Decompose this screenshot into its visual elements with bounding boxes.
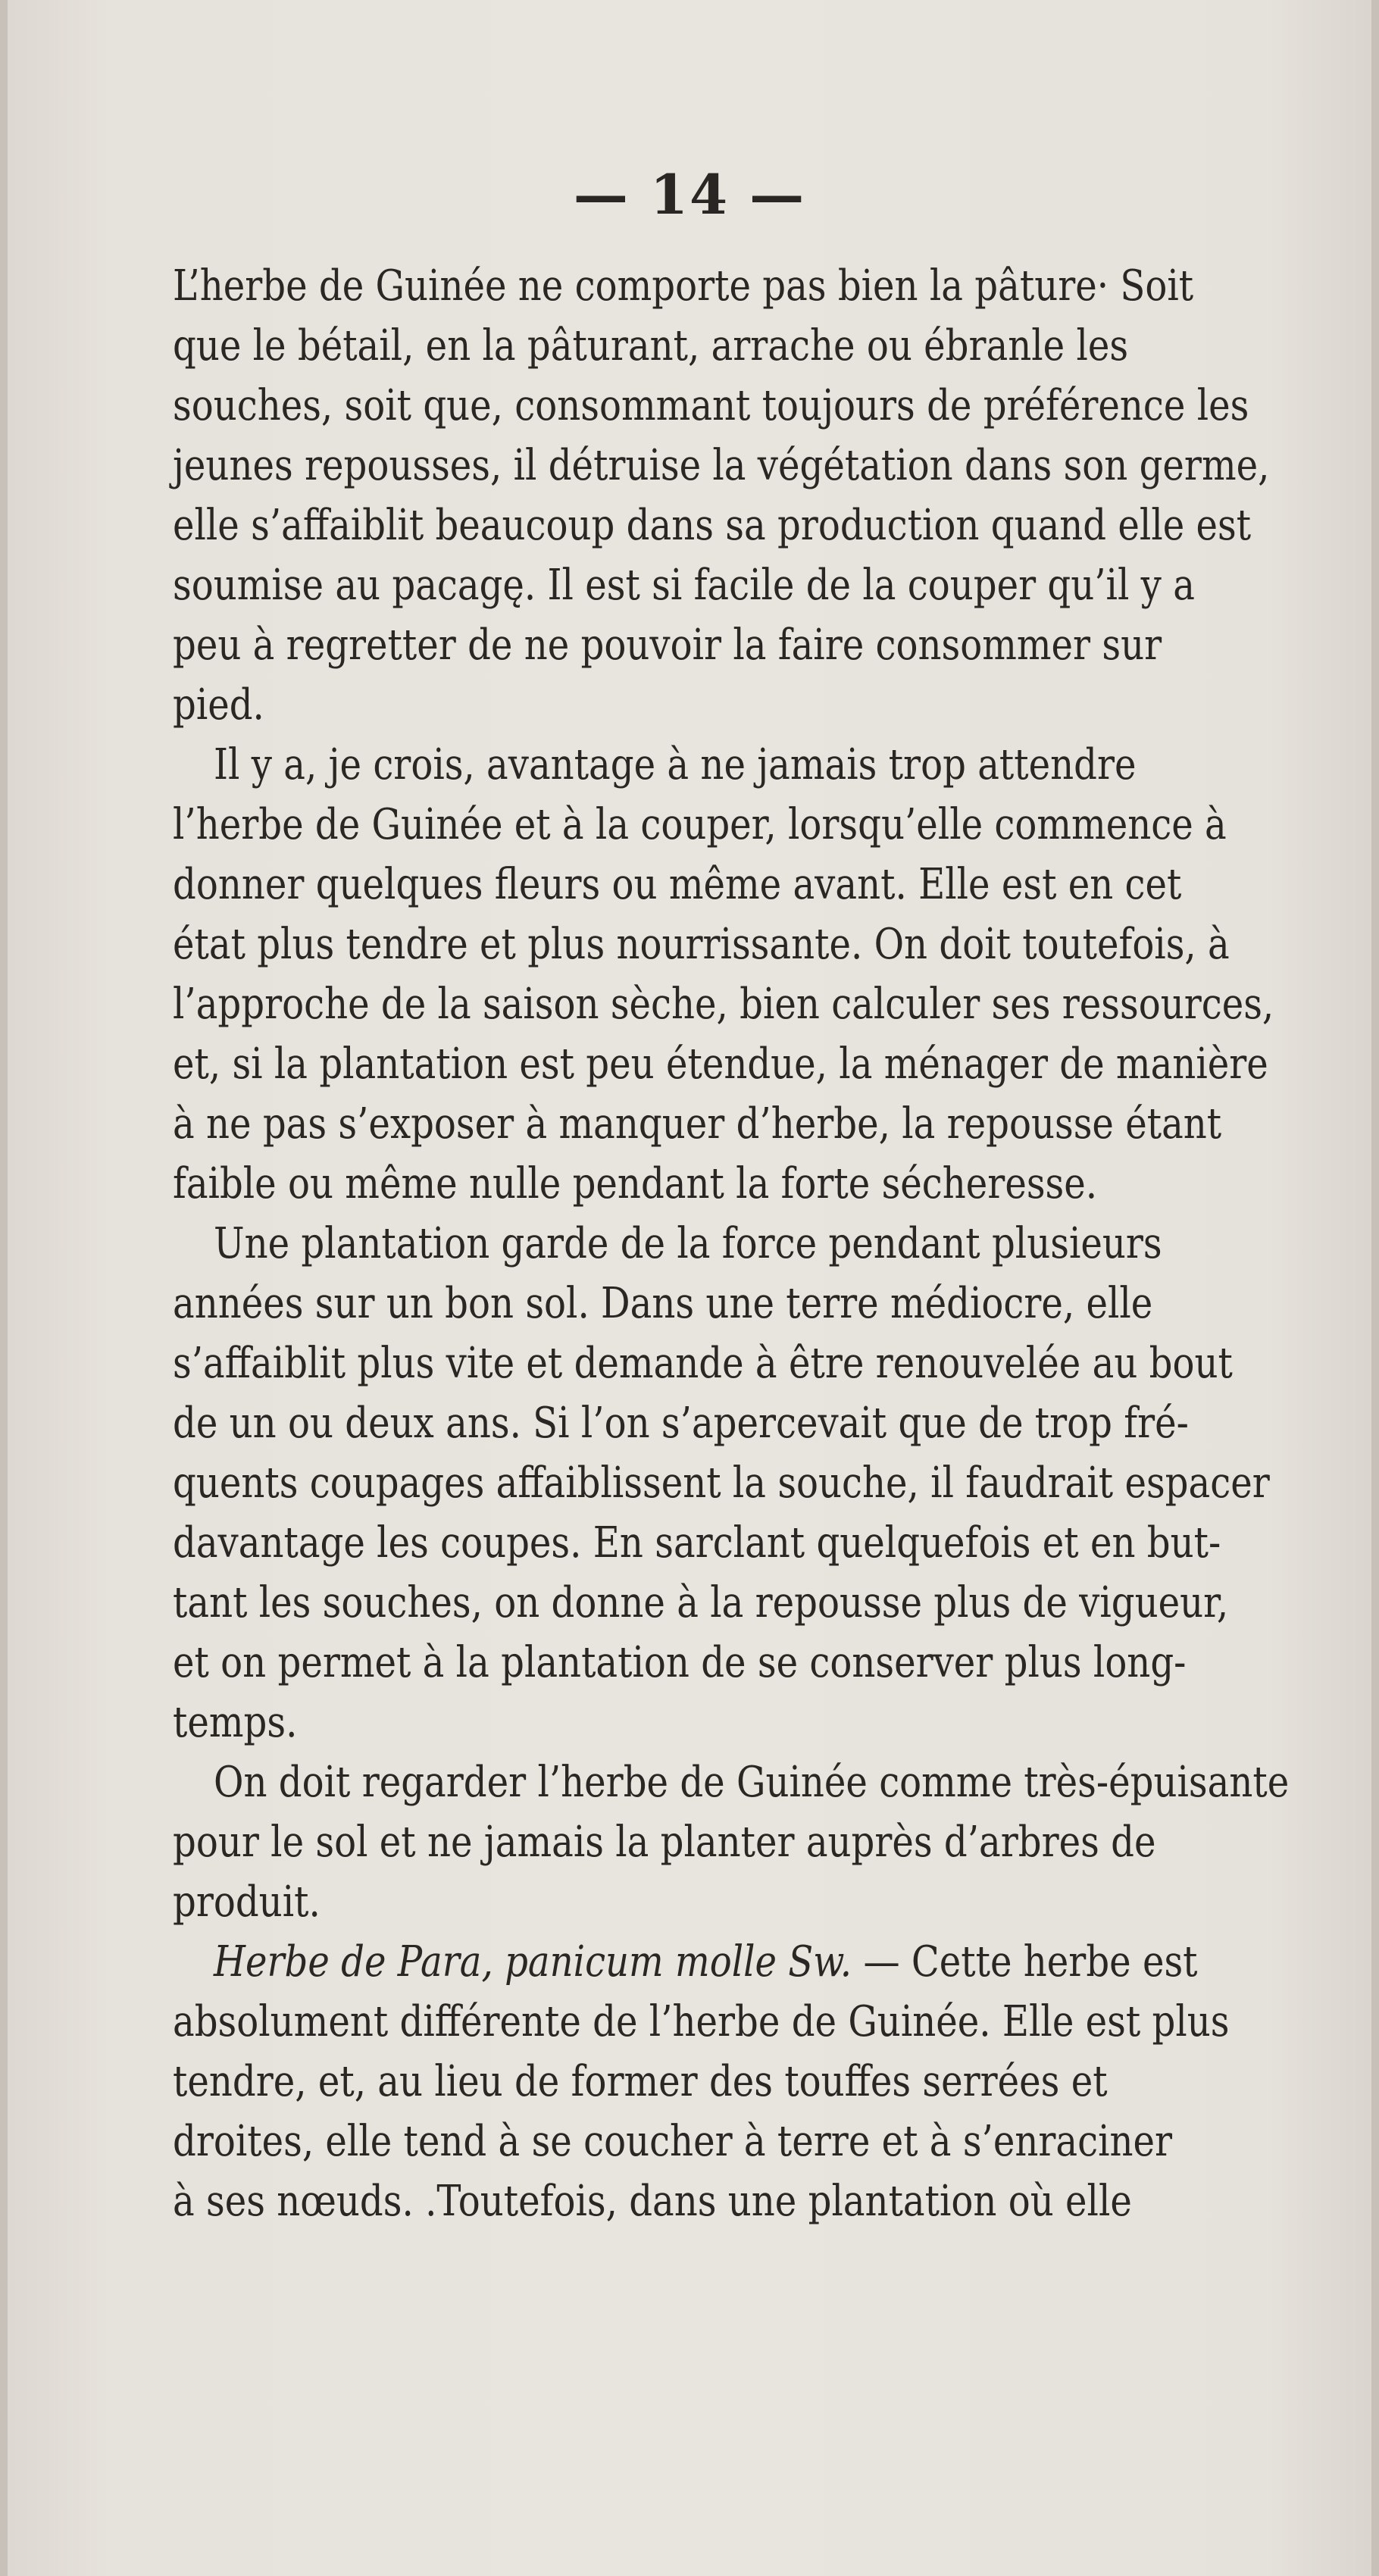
text-line: peu à regretter de ne pouvoir la faire consommer sur (173, 621, 1162, 670)
text-line: l’approche de la saison sèche, bien calculer ses ressources, (173, 980, 1274, 1029)
page-number: — 14 — (573, 162, 806, 227)
text-line: faible ou même nulle pendant la forte sécheresse. (173, 1159, 1098, 1208)
text-line: tant les souches, on donne à la repousse plus de vigueur, (173, 1578, 1229, 1627)
text-line: l’herbe de Guinée et à la couper, lorsqu’elle commence à (173, 800, 1227, 849)
text-line: s’affaiblit plus vite et demande à être renouvelée au bout (173, 1339, 1233, 1388)
text-line: L’herbe de Guinée ne comporte pas bien la pâture· Soit (173, 261, 1194, 311)
text-line: Il y a, je crois, avantage à ne jamais trop attendre (214, 740, 1137, 789)
text-line: droites, elle tend à se coucher à terre et à s’enraciner (173, 2117, 1173, 2166)
text-line-with-term (214, 1932, 1198, 1992)
text-line: On doit regarder l’herbe de Guinée comme très-épuisante (214, 1758, 1290, 1807)
text-line: elle s’affaiblit beaucoup dans sa production quand elle est (173, 501, 1252, 550)
species-term: Herbe de Para, panicum molle Sw. (214, 1937, 852, 1987)
text-line: temps. (173, 1698, 298, 1747)
text-line: pour le sol et ne jamais la planter auprès d’arbres de (173, 1818, 1156, 1867)
text-line: produit. (173, 1877, 321, 1927)
text-line: de un ou deux ans. Si l’on s’apercevait que de trop fré- (173, 1399, 1189, 1448)
text-line: absolument différente de l’herbe de Guinée. Elle est plus (173, 1997, 1230, 2046)
text-line: et on permet à la plantation de se conserver plus long- (173, 1638, 1187, 1687)
text-line: davantage les coupes. En sarclant quelquefois et en but- (173, 1518, 1221, 1568)
text-line: Une plantation garde de la force pendant plusieurs (214, 1219, 1162, 1268)
text-line: donner quelques fleurs ou même avant. Elle est en cet (173, 860, 1182, 909)
text-line: état plus tendre et plus nourrissante. On doit toutefois, à (173, 920, 1230, 969)
term-continuation: — Cette herbe est (863, 1937, 1198, 1987)
text-line: et, si la plantation est peu étendue, la ménager de manière (173, 1039, 1268, 1089)
text-line: à ses nœuds. .Toutefois, dans une plantation où elle (173, 2177, 1132, 2226)
page-edge-shadow-left (0, 0, 8, 2576)
text-line: années sur un bon sol. Dans une terre médiocre, elle (173, 1279, 1153, 1328)
text-line: soumise au pacagę. Il est si facile de la couper qu’il y a (173, 561, 1195, 610)
page-edge-shadow-right (1371, 0, 1379, 2576)
text-line: pied. (173, 680, 264, 730)
text-line: que le bétail, en la pâturant, arrache ou ébranle les (173, 321, 1129, 370)
text-line: souches, soit que, consommant toujours de préférence les (173, 381, 1249, 430)
text-line: jeunes repousses, il détruise la végétation dans son germe, (173, 441, 1270, 490)
text-line: à ne pas s’exposer à manquer d’herbe, la repousse étant (173, 1099, 1222, 1149)
text-line: tendre, et, au lieu de former des touffes serrées et (173, 2057, 1108, 2106)
text-line: quents coupages affaiblissent la souche, il faudrait espacer (173, 1458, 1270, 1508)
